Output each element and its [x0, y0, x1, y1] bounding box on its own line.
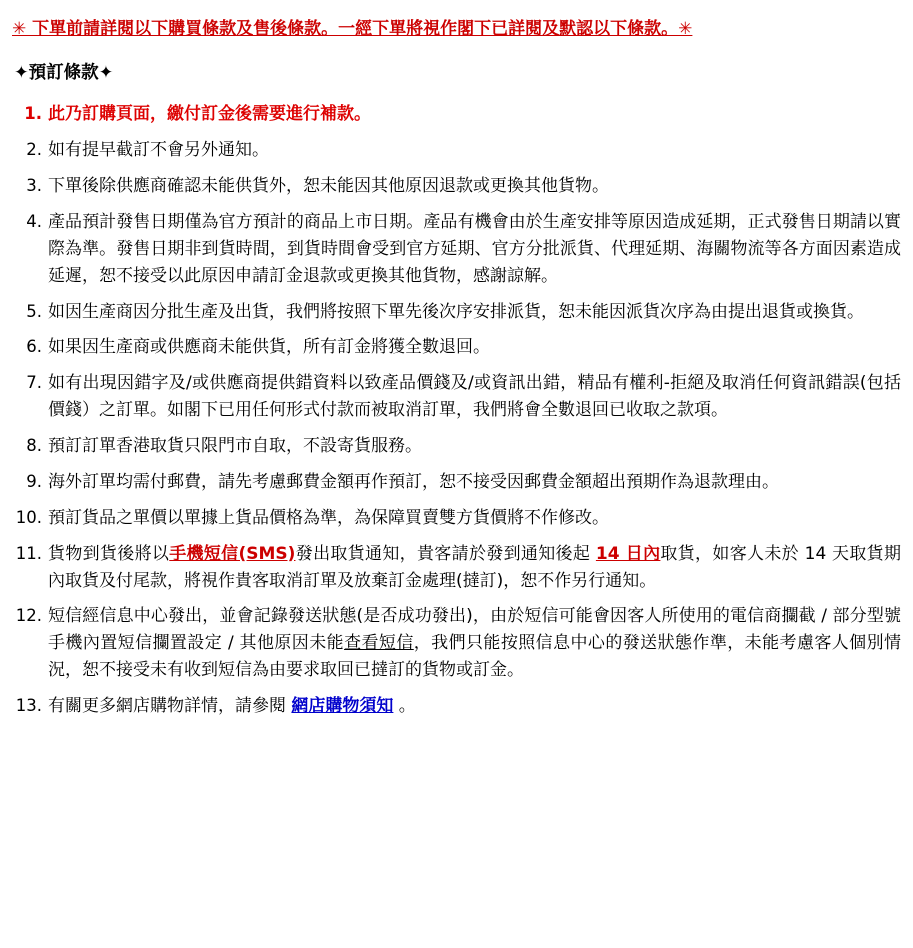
- term-text-segment: 下單後除供應商確認未能供貨外，恕未能因其他原因退款或更換其他貨物。: [48, 176, 609, 197]
- term-number: 8.: [26, 436, 42, 456]
- term-item: [12, 299, 901, 326]
- term-text-segment: 海外訂單均需付郵費，請先考慮郵費金額再作預訂，恕不接受因郵費金額超出預期作為退款理由。: [48, 471, 779, 492]
- term-text: [48, 137, 901, 164]
- term-number: 1.: [24, 104, 42, 124]
- term-text: [48, 101, 901, 128]
- term-text-segment: 此乃訂購頁面，繳付訂金後需要進行補款。: [48, 104, 371, 125]
- page-title: ✦預訂條款✦: [14, 63, 114, 84]
- emphasis-text: 手機短信(SMS): [169, 543, 296, 564]
- term-item: [12, 469, 901, 496]
- term-number: 2.: [26, 140, 42, 160]
- shopping-guide-link[interactable]: 網店購物須知: [291, 695, 394, 716]
- term-text-segment: 產品預計發售日期僅為官方預計的商品上市日期。產品有機會由於生產安排等原因造成延期，正式發售日期請以實際為準。發售日期非到貨時間，到貨時間會受到官方延期、官方分批派貨、代理延期、海關物流等各方面因素造成延遲，恕不接受以此原因申請訂金退款或更換其他貨物，感謝諒解。: [48, 212, 901, 286]
- term-text-segment: 有關更多網店購物詳情，請參閱: [48, 695, 292, 716]
- term-text-segment: 預訂訂單香港取貨只限門市自取，不設寄貨服務。: [48, 436, 422, 457]
- term-item: [12, 370, 901, 424]
- term-number: 3.: [26, 176, 42, 196]
- term-text: [48, 433, 901, 460]
- term-item: [12, 209, 901, 290]
- term-number: 6.: [26, 337, 42, 357]
- term-text: [48, 505, 901, 532]
- term-text-segment: 取貨，如客人未於 14 天取貨期內取貨及付尾款，將視作貴客取消訂單及放棄訂金處理(撻訂)，恕不作另行通知。: [48, 543, 901, 591]
- term-text-segment: ，我們只能按照信息中心的發送狀態作準，未能考慮客人個別情況，恕不接受未有收到短信為由要求取回已撻訂的貨物或訂金。: [48, 633, 902, 681]
- term-text-segment: 如有出現因錯字及/或供應商提供錯資料以致產品價錢及/或資訊出錯，精品有權利-拒絕及取消任何資訊錯誤(包括價錢）之訂單。如閣下已用任何形式付款而被取消訂單，我們將會全數退回已收取之款項。: [48, 373, 901, 421]
- term-number: 9.: [26, 471, 42, 491]
- term-number: 5.: [26, 301, 42, 321]
- term-text: [48, 370, 901, 424]
- term-text-segment: 。: [393, 695, 416, 716]
- term-text: [48, 693, 901, 720]
- term-text: [48, 469, 901, 496]
- term-item: [12, 137, 901, 164]
- term-item: [12, 693, 901, 720]
- term-item: [12, 173, 901, 200]
- term-item: [12, 541, 901, 595]
- term-item: [12, 334, 901, 361]
- term-text: [48, 173, 901, 200]
- term-text: [48, 541, 901, 595]
- term-number: 12.: [15, 606, 42, 626]
- term-text-segment: 貨物到貨後將以: [48, 543, 170, 564]
- term-item: [12, 101, 901, 128]
- emphasis-text: 14 日內: [595, 543, 661, 564]
- term-text-segment: 如有提早截訂不會另外通知。: [48, 140, 269, 161]
- term-number: 7.: [26, 373, 42, 393]
- term-number: 13.: [15, 695, 42, 715]
- term-text: [48, 299, 901, 326]
- term-text: [48, 603, 901, 684]
- term-text: [48, 334, 901, 361]
- term-item: [12, 433, 901, 460]
- term-item: [12, 505, 901, 532]
- underlined-text: 查看短信: [344, 633, 414, 654]
- term-text-segment: 如因生產商因分批生產及出貨，我們將按照下單先後次序安排派貨，恕未能因派貨次序為由提出退貨或換貨。: [48, 301, 864, 322]
- term-number: 10.: [15, 507, 42, 527]
- term-text-segment: 預訂貨品之單價以單據上貨品價格為準，為保障買賣雙方貨價將不作修改。: [48, 507, 609, 528]
- term-text: [48, 209, 901, 290]
- term-number: 11.: [15, 543, 42, 563]
- term-item: [12, 603, 901, 684]
- terms-list: [12, 101, 901, 719]
- bottom-spacer: [12, 729, 901, 739]
- term-text-segment: 發出取貨通知，貴客請於發到通知後起: [295, 543, 596, 564]
- term-text-segment: 短信經信息中心發出，並會記錄發送狀態(是否成功發出)，由於短信可能會因客人所使用的電信商攔截 / 部分型號手機內置短信攔置設定 / 其他原因未能: [48, 606, 901, 654]
- warning-banner: ✳ 下單前請詳閱以下購買條款及售後條款。一經下單將視作閣下已詳閱及默認以下條款。✳: [12, 19, 693, 39]
- term-number: 4.: [26, 212, 42, 232]
- term-text-segment: 如果因生產商或供應商未能供貨，所有訂金將獲全數退回。: [48, 337, 490, 358]
